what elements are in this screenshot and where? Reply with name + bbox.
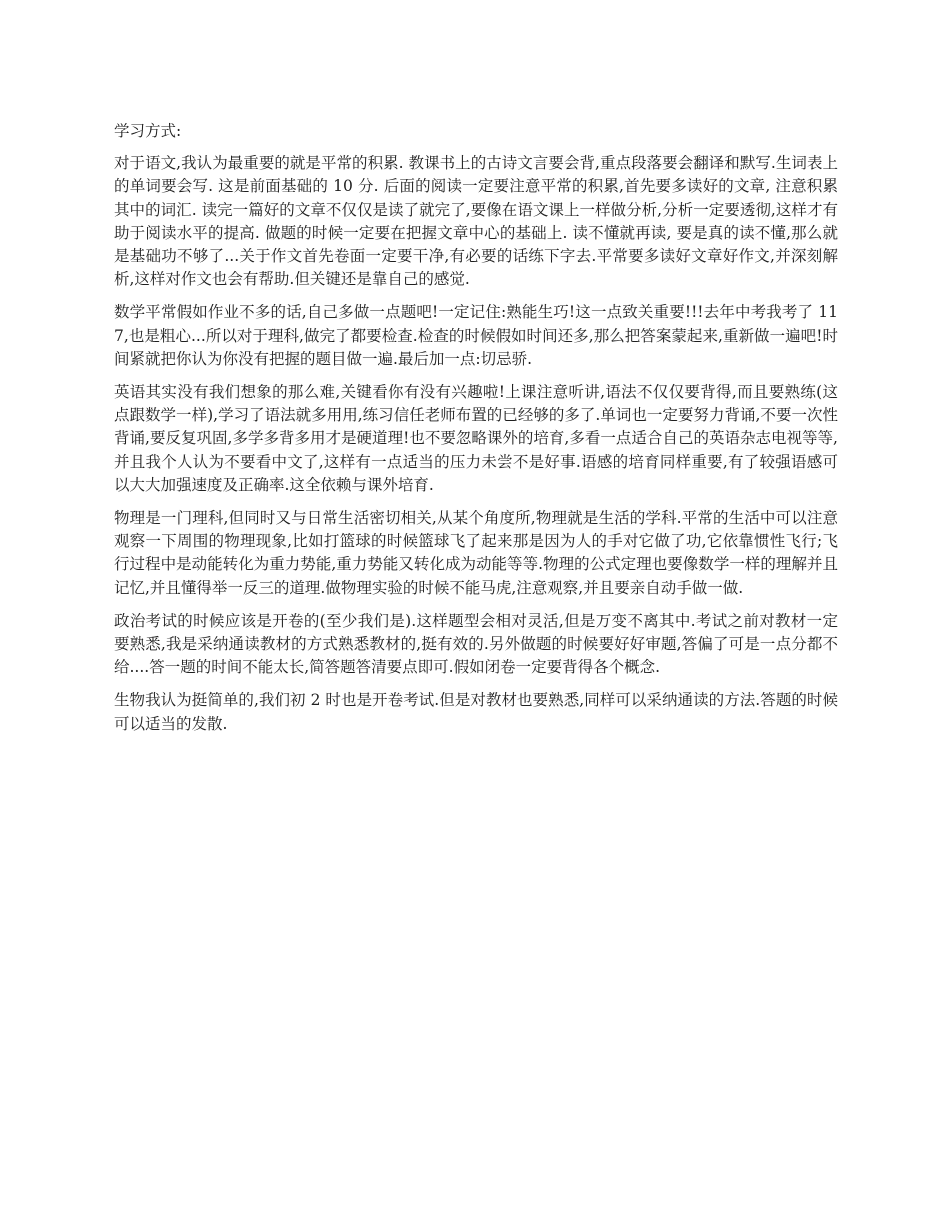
- paragraph-chinese: 对于语文,我认为最重要的就是平常的积累. 教课书上的古诗文言要会背,重点段落要会翻译和默写.生词表上的单词要会写. 这是前面基础的 10 分. 后面的阅读一定要注意平常的积累,首先要多读好的文章, 注意积累其中的词汇. 读完一篇好的文章不仅仅是读了就完了,要像在语文课上一样做分析,分析一定要透彻,这样才有助于阅读水平的提高. 做题的时候一定要在把握文章中心的基础上. 读不懂就再读, 要是真的读不懂,那么就是基础功不够了...关于作文首先卷面一定要干净,有必要的话练下字去.平常要多读好文章好作文,并深刻解析,这样对作文也会有帮助.但关键还是靠自己的感觉.: [114, 154, 838, 289]
- paragraph-biology: 生物我认为挺简单的,我们初 2 时也是开卷考试.但是对教材也要熟悉,同样可以采纳通读的方法.答题的时候可以适当的发散.: [114, 691, 838, 733]
- paragraph-math: 数学平常假如作业不多的话,自己多做一点题吧!一定记住:熟能生巧!这一点致关重要!!!去年中考我考了 117,也是粗心...所以对于理科,做完了都要检查.检查的时候假如时间还多,那么把答案蒙起来,重新做一遍吧!时间紧就把你认为你没有把握的题目做一遍.最后加一点:切忌骄.: [114, 303, 838, 368]
- document-heading: 学习方式:: [114, 122, 182, 140]
- paragraph-politics: 政治考试的时候应该是开卷的(至少我们是).这样题型会相对灵活,但是万变不离其中.考试之前对教材一定要熟悉,我是采纳通读教材的方式熟悉教材的,挺有效的.另外做题的时候要好好审题,答偏了可是一点分都不给....答一题的时间不能太长,简答题答清要点即可.假如闭卷一定要背得各个概念.: [114, 611, 838, 677]
- paragraph-physics: 物理是一门理科,但同时又与日常生活密切相关,从某个角度所,物理就是生活的学科.平常的生活中可以注意观察一下周围的物理现象,比如打篮球的时候篮球飞了起来那是因为人的手对它做了功,它依靠惯性飞行;飞行过程中是动能转化为重力势能,重力势能又转化成为动能等等.物理的公式定理也要像数学一样的理解并且记忆,并且懂得举一反三的道理.做物理实验的时候不能马虎,注意观察,并且要亲自动手做一做.: [114, 509, 838, 597]
- paragraph-english: 英语其实没有我们想象的那么难,关键看你有没有兴趣啦!上课注意听讲,语法不仅仅要背得,而且要熟练(这点跟数学一样),学习了语法就多用用,练习信任老师布置的已经够的多了.单词也一定要努力背诵,不要一次性背诵,要反复巩固,多学多背多用才是硬道理!也不要忽略课外的培育,多看一点适合自己的英语杂志电视等等,并且我个人认为不要看中文了,这样有一点适当的压力未尝不是好事.语感的培育同样重要,有了较强语感可以大大加强速度及正确率.这全依赖与课外培育.: [114, 383, 838, 494]
- document-body: [114, 120, 838, 746]
